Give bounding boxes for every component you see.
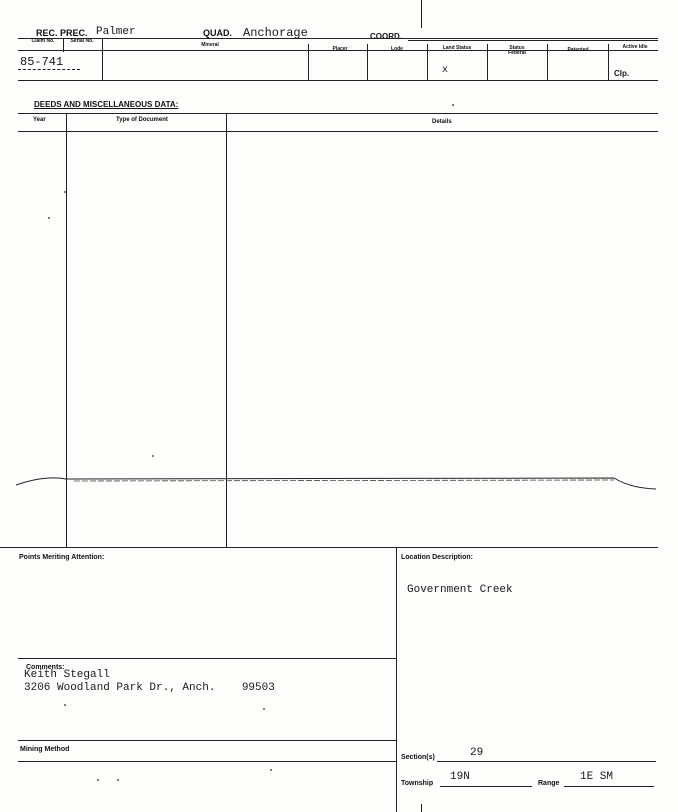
col-serial-no: Serial No. [70, 38, 94, 44]
stray-mark [64, 704, 66, 706]
col-mineral: Mineral [201, 42, 219, 48]
col-active-idle: Active Idle [622, 44, 648, 50]
quad-label: QUAD. [203, 28, 232, 38]
location-description-value: Government Creek [407, 584, 513, 596]
claim-col-divider-2 [102, 38, 103, 80]
col-status-federal: Status Federal [508, 45, 526, 57]
comment-line-1: Keith Stegall [24, 669, 110, 681]
sections-value: 29 [470, 747, 484, 759]
lower-center-divider [396, 547, 397, 812]
deeds-header-line [18, 131, 658, 132]
points-meriting-label: Points Meriting Attention: [19, 554, 105, 561]
mining-method-label: Mining Method [20, 746, 70, 753]
stray-mark [97, 779, 99, 781]
stray-mark [152, 455, 154, 457]
top-divider-tick [421, 0, 422, 28]
deeds-title: DEEDS AND MISCELLANEOUS DATA: [34, 100, 179, 109]
claim-col-divider-5 [427, 44, 428, 80]
comments-top-line [18, 658, 396, 659]
township-line [440, 786, 532, 787]
claim-col-divider-7 [547, 44, 548, 80]
mining-method-line [18, 761, 396, 762]
comment-line-2: 3206 Woodland Park Dr., Anch. 99503 [24, 682, 275, 694]
mining-method-top-line [18, 740, 396, 741]
col-claim-no: Claim No. [31, 38, 55, 44]
township-label: Township [401, 780, 434, 787]
col-patented: Patented [567, 47, 589, 53]
claim-table-top-line [18, 38, 658, 39]
deeds-col-details: Details [432, 119, 452, 125]
township-value: 19N [450, 771, 470, 783]
deeds-bottom-line [0, 547, 658, 548]
bottom-tick [421, 804, 422, 812]
col-land-status: Land Status [442, 45, 472, 51]
claim-col-divider-1 [63, 38, 64, 52]
range-line [564, 786, 654, 787]
claim-col-divider-6 [487, 44, 488, 80]
claim-no-underline [18, 69, 80, 70]
rec-prec-label: REC. PREC. [36, 28, 88, 38]
location-description-label: Location Description: [401, 554, 473, 561]
sections-line [437, 761, 656, 762]
stray-mark [270, 769, 272, 771]
rec-prec-value: Palmer [96, 26, 136, 38]
coord-label: COORD. [370, 32, 402, 41]
claim-table-bottom-line [18, 80, 658, 81]
claim-col-divider-8 [608, 44, 609, 80]
col-lode: Lode [391, 46, 403, 52]
deeds-col-year: Year [33, 117, 46, 123]
deeds-col-type: Type of Document [116, 117, 168, 123]
stray-mark [263, 708, 265, 710]
claim-col-divider-4 [367, 44, 368, 80]
range-value: 1E SM [580, 771, 614, 783]
stray-mark [48, 217, 50, 219]
stray-mark [452, 104, 454, 106]
col-placer: Placer [332, 46, 348, 52]
deeds-top-line [18, 113, 658, 114]
quad-value: Anchorage [243, 26, 308, 40]
claim-col-divider-3 [308, 44, 309, 80]
page-fold-artifact [0, 466, 678, 496]
stray-mark [117, 779, 119, 781]
active-idle-mark: Clp. [614, 69, 630, 78]
sections-label: Section(s) [401, 754, 435, 761]
range-label: Range [538, 780, 560, 787]
coord-line [408, 40, 658, 41]
comments-label: Comments: [26, 664, 65, 671]
stray-mark [64, 191, 66, 193]
land-status-mark: x [442, 65, 449, 76]
claim-no-value: 85-741 [20, 55, 64, 69]
